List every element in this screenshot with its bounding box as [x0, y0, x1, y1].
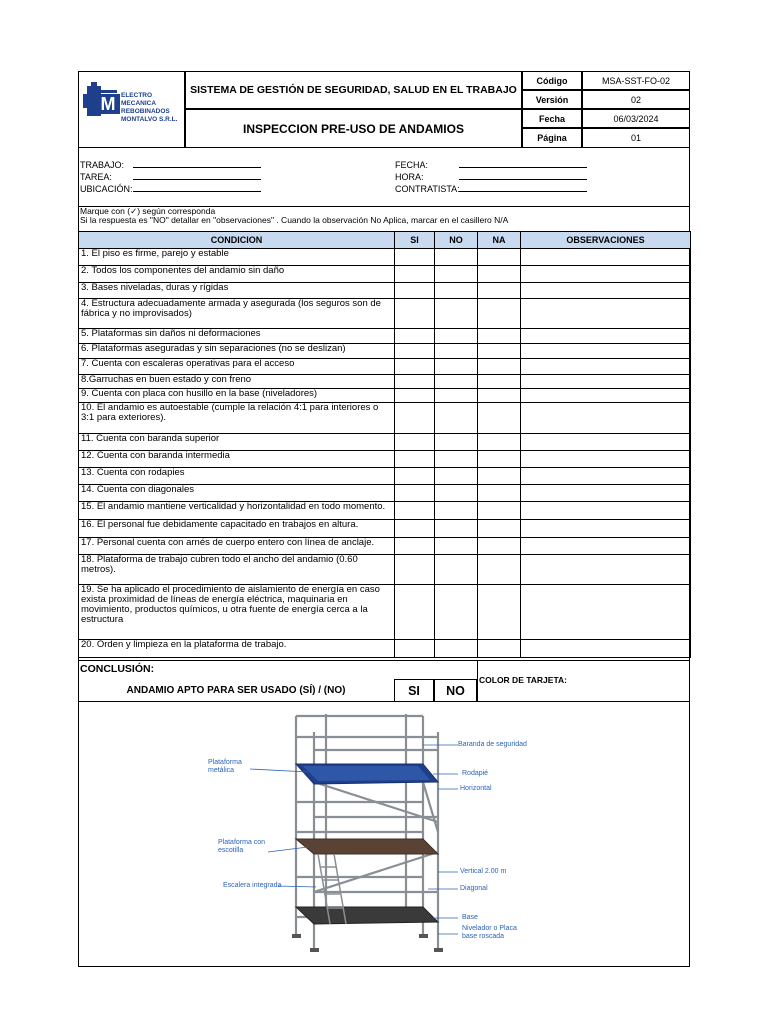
table-header-row	[79, 232, 691, 249]
observaciones-cell[interactable]	[521, 485, 691, 502]
table-row	[79, 520, 691, 538]
observaciones-cell[interactable]	[521, 434, 691, 451]
si-cell[interactable]	[395, 403, 435, 434]
si-cell[interactable]	[395, 640, 435, 658]
meta-value-pagina: 01	[582, 128, 690, 148]
table-row	[79, 266, 691, 283]
scaffold-diagram-area	[78, 702, 690, 967]
si-cell[interactable]	[395, 468, 435, 485]
no-cell[interactable]	[435, 538, 478, 555]
meta-value-fecha: 06/03/2024	[582, 109, 690, 128]
condition-text: 16. El personal fue debidamente capacitado en trabajos en altura.	[79, 520, 395, 538]
col-header-na: NA	[478, 232, 521, 249]
observaciones-cell[interactable]	[521, 389, 691, 403]
si-cell[interactable]	[395, 520, 435, 538]
condition-text: 20. Orden y limpieza en la plataforma de trabajo.	[79, 640, 395, 658]
conclusion-no-button[interactable]: NO	[434, 679, 477, 702]
label-base: Base	[462, 914, 478, 921]
table-row	[79, 359, 691, 375]
observaciones-cell[interactable]	[521, 249, 691, 266]
system-title: SISTEMA DE GESTIÓN DE SEGURIDAD, SALUD EN EL TRABAJO	[185, 71, 522, 109]
na-cell[interactable]	[478, 403, 521, 434]
label-plataforma-escotilla: Plataforma con escotilla	[218, 839, 266, 854]
table-row	[79, 555, 691, 585]
na-cell[interactable]	[478, 375, 521, 389]
condition-text: 14. Cuenta con diagonales	[79, 485, 395, 502]
table-row	[79, 538, 691, 555]
condition-text: 2. Todos los componentes del andamio sin daño	[79, 266, 395, 283]
label-escalera-integrada: Escalera integrada	[223, 882, 282, 889]
instructions	[80, 207, 685, 225]
logo-text-line-1: ELECTRO MECANICA	[121, 92, 157, 107]
conclusion-yes-button[interactable]: SI	[394, 679, 434, 702]
observaciones-cell[interactable]	[521, 468, 691, 485]
observaciones-cell[interactable]	[521, 555, 691, 585]
si-cell[interactable]	[395, 375, 435, 389]
si-cell[interactable]	[395, 283, 435, 299]
observaciones-cell[interactable]	[521, 344, 691, 359]
logo-text-line-2: REBOBINADOS	[121, 108, 170, 115]
na-cell[interactable]	[478, 389, 521, 403]
fecha-label: FECHA:	[395, 160, 429, 170]
observaciones-cell[interactable]	[521, 640, 691, 658]
table-row	[79, 585, 691, 640]
no-cell[interactable]	[435, 555, 478, 585]
col-header-observaciones: OBSERVACIONES	[521, 232, 691, 249]
observaciones-cell[interactable]	[521, 403, 691, 434]
condition-text: 4. Estructura adecuadamente armada y asegurada (los seguros son de fábrica y no improvisados)	[79, 299, 395, 329]
label-nivelador: Nivelador o Placa base roscada	[462, 925, 517, 940]
no-cell[interactable]	[435, 266, 478, 283]
condition-text: 13. Cuenta con rodapies	[79, 468, 395, 485]
table-row	[79, 283, 691, 299]
table-row	[79, 434, 691, 451]
si-cell[interactable]	[395, 329, 435, 344]
no-cell[interactable]	[435, 329, 478, 344]
no-cell[interactable]	[435, 283, 478, 299]
observaciones-cell[interactable]	[521, 299, 691, 329]
si-cell[interactable]	[395, 451, 435, 468]
no-cell[interactable]	[435, 485, 478, 502]
col-header-condicion: CONDICION	[79, 232, 395, 249]
table-row	[79, 249, 691, 266]
observaciones-cell[interactable]	[521, 451, 691, 468]
condition-text: 17. Personal cuenta con arnés de cuerpo entero con línea de anclaje.	[79, 538, 395, 555]
svg-text:M: M	[100, 94, 116, 114]
checklist-table	[78, 231, 691, 658]
na-cell[interactable]	[478, 502, 521, 520]
condition-text: 5. Plataformas sin daños ni deformaciones	[79, 329, 395, 344]
no-cell[interactable]	[435, 344, 478, 359]
no-cell[interactable]	[435, 640, 478, 658]
si-cell[interactable]	[395, 344, 435, 359]
na-cell[interactable]	[478, 451, 521, 468]
fields-right	[395, 159, 685, 195]
instruction-line-2: Si la respuesta es "NO" detallar en "observaciones" . Cuando la observación No Aplica, marcar en el casillero N/A	[80, 215, 509, 225]
no-cell[interactable]	[435, 403, 478, 434]
no-cell[interactable]	[435, 434, 478, 451]
ubicacion-input[interactable]	[133, 183, 261, 192]
no-cell[interactable]	[435, 502, 478, 520]
observaciones-cell[interactable]	[521, 266, 691, 283]
contratista-label: CONTRATISTA:	[395, 184, 460, 194]
trabajo-label: TRABAJO:	[80, 160, 125, 170]
table-row	[79, 403, 691, 434]
condition-text: 10. El andamio es autoestable (cumple la relación 4:1 para interiores o 3:1 para exteriores).	[79, 403, 395, 434]
condition-text: 15. El andamio mantiene verticalidad y horizontalidad en todo momento.	[79, 502, 395, 520]
observaciones-cell[interactable]	[521, 520, 691, 538]
meta-label-fecha: Fecha	[522, 109, 582, 128]
na-cell[interactable]	[478, 555, 521, 585]
meta-label-codigo: Código	[522, 71, 582, 90]
si-cell[interactable]	[395, 502, 435, 520]
condition-text: 7. Cuenta con escaleras operativas para el acceso	[79, 359, 395, 375]
na-cell[interactable]	[478, 283, 521, 299]
no-cell[interactable]	[435, 520, 478, 538]
card-color-label: COLOR DE TARJETA:	[479, 675, 567, 685]
label-baranda: Baranda de seguridad	[458, 741, 527, 748]
na-cell[interactable]	[478, 344, 521, 359]
condition-text: 3. Bases niveladas, duras y rígidas	[79, 283, 395, 299]
table-row	[79, 640, 691, 658]
observaciones-cell[interactable]	[521, 538, 691, 555]
si-cell[interactable]	[395, 249, 435, 266]
tarea-input[interactable]	[133, 171, 261, 180]
apto-question: ANDAMIO APTO PARA SER USADO (SÍ) / (NO)	[126, 685, 346, 696]
meta-label-version: Versión	[522, 90, 582, 109]
no-cell[interactable]	[435, 451, 478, 468]
no-cell[interactable]	[435, 359, 478, 375]
na-cell[interactable]	[478, 520, 521, 538]
condition-text: 1. El piso es firme, parejo y estable	[79, 249, 395, 266]
no-cell[interactable]	[435, 249, 478, 266]
logo-cell	[78, 71, 185, 148]
si-cell[interactable]	[395, 485, 435, 502]
condition-text: 12. Cuenta con baranda intermedia	[79, 451, 395, 468]
si-cell[interactable]	[395, 538, 435, 555]
no-cell[interactable]	[435, 468, 478, 485]
si-cell[interactable]	[395, 299, 435, 329]
na-cell[interactable]	[478, 329, 521, 344]
meta-label-pagina: Página	[522, 128, 582, 148]
na-cell[interactable]	[478, 359, 521, 375]
instruction-line-1: Marque con (✓) según corresponda	[80, 206, 216, 216]
observaciones-cell[interactable]	[521, 329, 691, 344]
condition-text: 9. Cuenta con placa con husillo en la base (niveladores)	[79, 389, 395, 403]
observaciones-cell[interactable]	[521, 502, 691, 520]
table-row	[79, 329, 691, 344]
logo-text-line-3: MONTALVO S.R.L.	[121, 116, 178, 123]
col-header-no: NO	[435, 232, 478, 249]
condition-text: 8.Garruchas en buen estado y con freno	[79, 375, 395, 389]
trabajo-input[interactable]	[133, 159, 261, 168]
observaciones-cell[interactable]	[521, 359, 691, 375]
observaciones-cell[interactable]	[521, 375, 691, 389]
si-cell[interactable]	[395, 434, 435, 451]
contratista-input[interactable]	[459, 183, 587, 192]
table-row	[79, 389, 691, 403]
observaciones-cell[interactable]	[521, 585, 691, 640]
form-title: INSPECCION PRE-USO DE ANDAMIOS	[185, 109, 522, 148]
na-cell[interactable]	[478, 585, 521, 640]
na-cell[interactable]	[478, 468, 521, 485]
label-horizontal: Horizontal	[460, 785, 492, 792]
tarea-label: TAREA:	[80, 172, 112, 182]
hora-label: HORA:	[395, 172, 424, 182]
scaffold-illustration	[78, 702, 690, 967]
conclusion-divider	[477, 660, 478, 702]
table-row	[79, 468, 691, 485]
na-cell[interactable]	[478, 434, 521, 451]
condition-text: 11. Cuenta con baranda superior	[79, 434, 395, 451]
meta-value-codigo: MSA-SST-FO-02	[582, 71, 690, 90]
na-cell[interactable]	[478, 640, 521, 658]
si-cell[interactable]	[395, 555, 435, 585]
fecha-input[interactable]	[459, 159, 587, 168]
table-row	[79, 485, 691, 502]
table-row	[79, 502, 691, 520]
table-row	[79, 451, 691, 468]
condition-text: 6. Plataformas aseguradas y sin separaciones (no se deslizan)	[79, 344, 395, 359]
no-cell[interactable]	[435, 389, 478, 403]
na-cell[interactable]	[478, 249, 521, 266]
na-cell[interactable]	[478, 266, 521, 283]
label-vertical: Vertical 2.00 m	[460, 868, 507, 875]
na-cell[interactable]	[478, 538, 521, 555]
label-plataforma-metalica: Plataforma metálica	[208, 759, 242, 774]
si-cell[interactable]	[395, 266, 435, 283]
col-header-si: SI	[395, 232, 435, 249]
fields-left	[80, 159, 380, 195]
no-cell[interactable]	[435, 299, 478, 329]
label-diagonal: Diagonal	[460, 885, 488, 892]
no-cell[interactable]	[435, 375, 478, 389]
label-rodapie: Rodapié	[462, 770, 489, 777]
si-cell[interactable]	[395, 389, 435, 403]
ubicacion-label: UBICACIÓN:	[80, 184, 133, 194]
condition-text: 18. Plataforma de trabajo cubren todo el ancho del andamio (0.60 metros).	[79, 555, 395, 585]
observaciones-cell[interactable]	[521, 283, 691, 299]
conclusion-label: CONCLUSIÓN:	[80, 663, 155, 675]
si-cell[interactable]	[395, 585, 435, 640]
table-row	[79, 344, 691, 359]
si-cell[interactable]	[395, 359, 435, 375]
condition-text: 19. Se ha aplicado el procedimiento de aislamiento de energía en caso exista proximidad de líneas de energía eléctrica, maquinaria en movimiento, productos químicos, u otra fuente de energía cerca a la estructura	[79, 585, 395, 640]
na-cell[interactable]	[478, 299, 521, 329]
na-cell[interactable]	[478, 485, 521, 502]
table-row	[79, 299, 691, 329]
table-row	[79, 375, 691, 389]
meta-value-version: 02	[582, 90, 690, 109]
hora-input[interactable]	[459, 171, 587, 180]
no-cell[interactable]	[435, 585, 478, 640]
